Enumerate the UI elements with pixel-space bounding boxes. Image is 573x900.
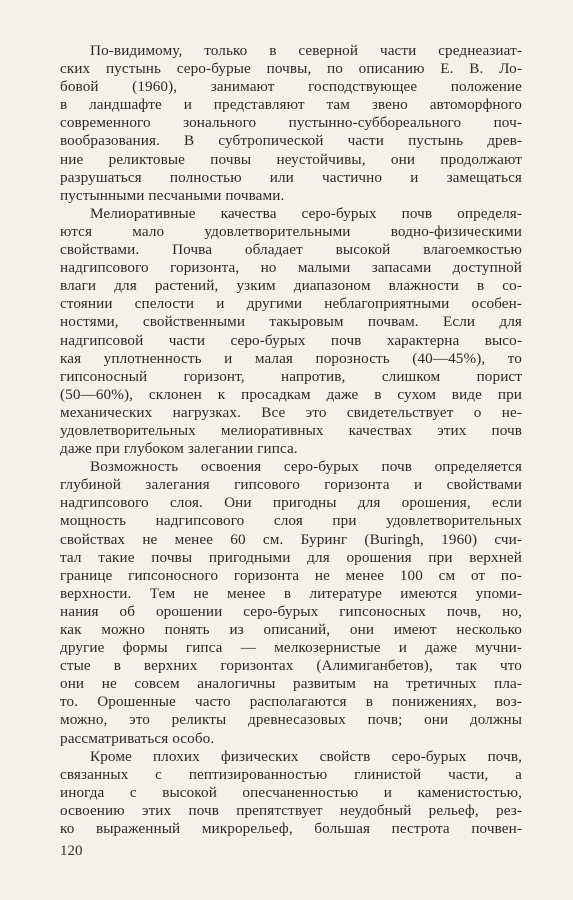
paragraph <box>60 458 522 748</box>
text-line: кая уплотненность и малая порозность (40—45%), то <box>60 349 522 367</box>
text-line: ние реликтовые почвы неустойчивы, они продолжают <box>60 150 522 168</box>
text-line: иногда с высокой опесчаненностью и каменистостью, <box>60 783 522 801</box>
text-line: современного зонального пустынно-суббореального поч- <box>60 114 522 132</box>
text-line: бовой (1960), занимают господствующее положение <box>60 78 522 96</box>
text-line: влаги для растений, узким диапазоном влажности в со- <box>60 277 522 295</box>
text-line: Возможность освоения серо-бурых почв определяется <box>90 458 522 476</box>
text-line: мощность надгипсового слоя при удовлетворительных <box>60 512 522 530</box>
text-line: они не совсем аналогичны развитым на третичных пла- <box>60 675 522 693</box>
text-line: нания об орошении серо-бурых гипсоносных почв, но, <box>60 602 522 620</box>
text-line: рассматриваться особо. <box>60 729 215 747</box>
text-line: то. Орошенные часто располагаются в понижениях, воз- <box>60 693 522 711</box>
text-line: механических нагрузках. Все это свидетельствует о не- <box>60 403 522 421</box>
text-line: (50—60%), склонен к просадкам даже в сухом виде при <box>60 385 522 403</box>
text-line: надгипсового горизонта, но малыми запасами доступной <box>60 259 522 277</box>
text-line: тал такие почвы пригодными для орошения при верхней <box>60 548 522 566</box>
text-line: другие формы гипса — мелкозернистые и даже мучни- <box>60 639 522 657</box>
text-line: надгипсового слоя. Они пригодны для орошения, если <box>60 494 522 512</box>
text-line: ются мало удовлетворительными водно-физическими <box>60 222 522 240</box>
text-line: удовлетворительных мелиоративных качествах этих почв <box>60 421 522 439</box>
paragraph <box>60 42 522 205</box>
text-line: По-видимому, только в северной части среднеазиат- <box>90 42 522 59</box>
text-line: пустынными песчаными почвами. <box>60 186 285 204</box>
text-line: как можно понять из описаний, они имеют несколько <box>60 621 522 638</box>
text-line: ностями, свойственными такыровым почвам. Если для <box>60 313 522 331</box>
text-line: свойствами. Почва обладает высокой влагоемкостью <box>60 241 522 259</box>
body-text <box>60 42 522 838</box>
text-line: вообразования. В субтропической части пустынь древ- <box>60 132 522 150</box>
text-line: надгипсовой части серо-бурых почв характерна высо- <box>60 331 522 349</box>
text-line: можно, это реликты древнесазовых почв; они должны <box>60 711 522 729</box>
text-line: глубиной залегания гипсового горизонта и свойствами <box>60 476 522 494</box>
text-line: Мелиоративные качества серо-бурых почв определя- <box>90 204 522 222</box>
text-line: стые в верхних горизонтах (Алимиганбетов), так что <box>60 657 522 675</box>
text-line: стоянии спелости и другими неблагоприятными особен- <box>60 295 522 313</box>
text-line: освоению этих почв препятствует неудобный рельеф, рез- <box>60 801 522 819</box>
text-line: ко выраженный микрорельеф, большая пестрота почвен- <box>60 820 522 838</box>
text-line: в ландшафте и представляют там звено автоморфного <box>60 96 522 114</box>
text-line: свойствах не менее 60 см. Буринг (Buringh, 1960) счи- <box>60 530 522 548</box>
text-line: разрушаться полностью или частично и замещаться <box>60 168 522 186</box>
text-line: гипсоносный горизонт, напротив, слишком порист <box>60 367 522 385</box>
text-line: Кроме плохих физических свойств серо-бурых почв, <box>90 747 522 765</box>
paragraph <box>60 748 522 838</box>
text-line: верхности. Тем не менее в литературе имеются упоми- <box>60 584 522 602</box>
text-line: связанных с пептизированностью глинистой части, а <box>60 765 522 783</box>
text-line: ских пустынь серо-бурые почвы, по описанию Е. В. Ло- <box>60 60 522 78</box>
text-line: даже при глубоком залегании гипса. <box>60 440 298 458</box>
page-number: 120 <box>60 843 83 859</box>
paragraph <box>60 205 522 458</box>
text-line: границе гипсоносного горизонта не менее 100 см от по- <box>60 566 522 584</box>
